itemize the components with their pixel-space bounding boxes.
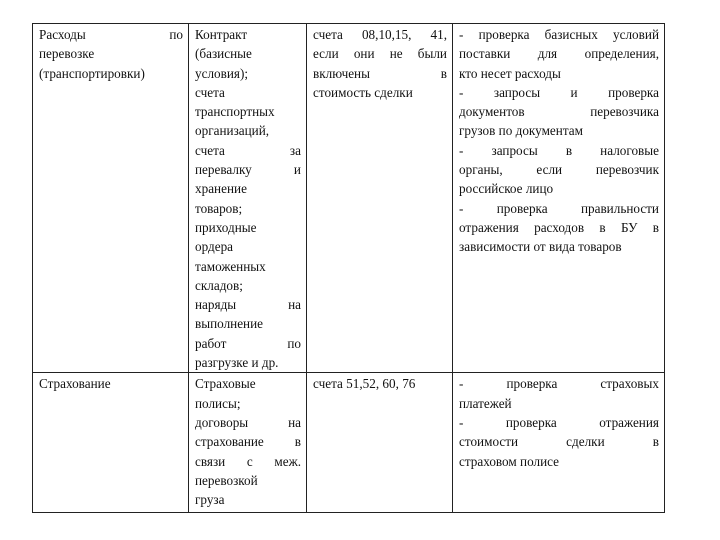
cell-text-line: документов перевозчика: [459, 104, 659, 120]
cell-text-line: ордера: [195, 239, 234, 255]
cell-text-line: страховом полисе: [459, 453, 560, 469]
cell-text-line: стоимости сделки в: [459, 434, 659, 450]
cell-text-line: складов;: [195, 277, 243, 293]
cell-text-line: - проверка правильности: [459, 200, 659, 216]
cell-text-line: связи с меж.: [195, 453, 301, 469]
cell-text-line: перевозкой: [195, 472, 258, 488]
cell-text-line: Страхование: [39, 376, 111, 392]
audit-table: [32, 23, 665, 513]
cell-text-line: договоры на: [195, 414, 301, 430]
cell-text-line: - проверка базисных условий: [459, 27, 659, 42]
cell-documents: [189, 373, 307, 513]
cell-text-line: Страховые: [195, 376, 256, 392]
cell-text-line: таможенных: [195, 258, 266, 274]
cell-text-line: поставки для определения,: [459, 46, 659, 62]
cell-category: [33, 24, 189, 373]
cell-text-line: организаций,: [195, 123, 270, 139]
cell-text-line: - проверка страховых: [459, 376, 659, 392]
cell-category: [33, 373, 189, 513]
cell-text-line: грузов по документам: [459, 123, 583, 139]
cell-text-line: (транспортировки): [39, 65, 145, 81]
cell-checks: [453, 24, 665, 373]
cell-text-line: счета за: [195, 142, 301, 158]
table-row: [33, 373, 665, 513]
document-page: [32, 23, 664, 509]
cell-accounts: [307, 24, 453, 373]
cell-checks: [453, 373, 665, 513]
cell-text-line: приходные: [195, 219, 257, 235]
cell-text-line: Контракт: [195, 27, 248, 42]
cell-text-line: страхование в: [195, 434, 301, 450]
cell-text-line: - запросы и проверка: [459, 84, 659, 100]
table-row: [33, 24, 665, 373]
cell-text-line: полисы;: [195, 395, 241, 411]
cell-text-line: - проверка отражения: [459, 414, 659, 430]
cell-text-line: условия);: [195, 65, 249, 81]
cell-text-line: отражения расходов в БУ в: [459, 219, 659, 235]
cell-text-line: наряды на: [195, 297, 301, 313]
cell-text-line: платежей: [459, 395, 512, 411]
cell-text-line: товаров;: [195, 200, 243, 216]
cell-text-line: если они не были: [313, 46, 447, 62]
cell-text-line: - запросы в налоговые: [459, 142, 659, 158]
cell-text-line: хранение: [195, 181, 247, 197]
cell-text-line: перевозке: [39, 46, 95, 62]
cell-text-line: зависимости от вида товаров: [459, 239, 622, 255]
cell-text-line: Расходы по: [39, 27, 183, 42]
cell-text-line: включены в: [313, 65, 447, 81]
cell-text-line: счета: [195, 84, 225, 100]
cell-text-line: перевалку и: [195, 162, 301, 178]
cell-accounts: [307, 373, 453, 513]
cell-text-line: выполнение: [195, 316, 264, 332]
cell-text-line: кто несет расходы: [459, 65, 561, 81]
cell-text-line: работ по: [195, 335, 301, 351]
cell-text-line: разгрузке и др.: [195, 355, 279, 371]
cell-text-line: стоимость сделки: [313, 84, 413, 100]
cell-text-line: счета 51,52, 60, 76: [313, 376, 416, 392]
cell-text-line: груза: [195, 492, 225, 508]
cell-text-line: российское лицо: [459, 181, 554, 197]
cell-text-line: органы, если перевозчик: [459, 162, 659, 178]
cell-text-line: (базисные: [195, 46, 252, 62]
cell-text-line: счета 08,10,15, 41,: [313, 27, 447, 42]
cell-documents: [189, 24, 307, 373]
cell-text-line: транспортных: [195, 104, 275, 120]
